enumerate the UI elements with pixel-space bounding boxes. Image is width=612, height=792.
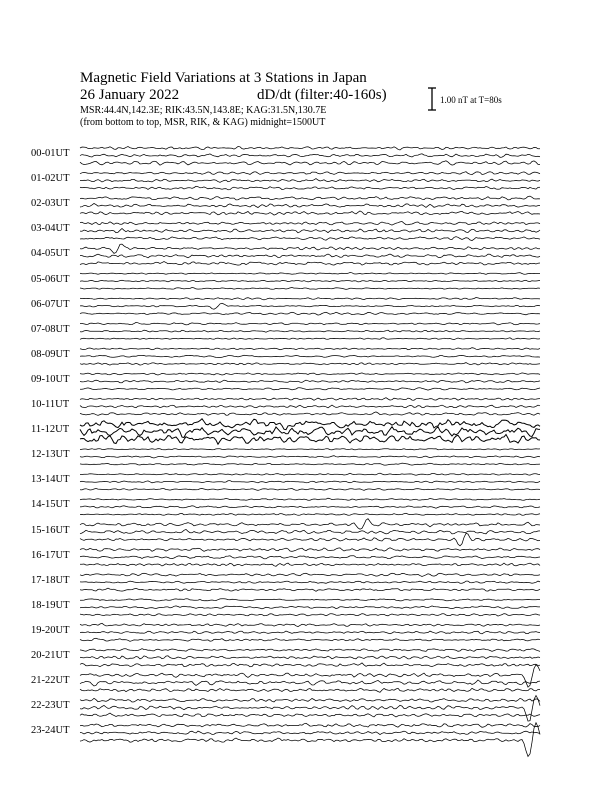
trace-kag-hour-9 bbox=[80, 373, 540, 375]
trace-msr-hour-23 bbox=[80, 723, 540, 757]
hour-label: 14-15UT bbox=[31, 499, 70, 511]
hour-label: 09-10UT bbox=[31, 373, 70, 385]
station-coordinates: MSR:44.4N,142.3E; RIK:43.5N,143.8E; KAG:31.5N,130.7E bbox=[80, 105, 327, 116]
trace-msr-hour-10 bbox=[80, 412, 540, 416]
trace-kag-hour-8 bbox=[80, 348, 540, 350]
trace-rik-hour-10 bbox=[80, 405, 540, 408]
trace-rik-hour-6 bbox=[80, 303, 540, 309]
hour-label: 08-09UT bbox=[31, 348, 70, 360]
trace-msr-hour-7 bbox=[80, 338, 540, 340]
trace-msr-hour-21 bbox=[80, 688, 540, 692]
trace-rik-hour-5 bbox=[80, 280, 540, 282]
hour-label: 07-08UT bbox=[31, 323, 70, 335]
trace-msr-hour-22 bbox=[80, 713, 540, 717]
trace-rik-hour-7 bbox=[80, 330, 540, 332]
hour-label: 11-12UT bbox=[31, 424, 70, 436]
trace-msr-hour-14 bbox=[80, 513, 540, 515]
hour-label: 21-22UT bbox=[31, 675, 70, 687]
trace-kag-hour-3 bbox=[80, 222, 540, 226]
trace-rik-hour-8 bbox=[80, 355, 540, 357]
trace-rik-hour-13 bbox=[80, 481, 540, 483]
trace-kag-hour-6 bbox=[80, 298, 540, 300]
trace-msr-hour-9 bbox=[80, 388, 540, 390]
hour-label: 16-17UT bbox=[31, 549, 70, 561]
trace-msr-hour-4 bbox=[80, 262, 540, 266]
hour-label: 05-06UT bbox=[31, 273, 70, 285]
trace-rik-hour-17 bbox=[80, 581, 540, 583]
trace-msr-hour-19 bbox=[80, 638, 540, 641]
trace-kag-hour-2 bbox=[80, 196, 540, 200]
trace-rik-hour-23 bbox=[80, 731, 540, 735]
trace-rik-hour-14 bbox=[80, 506, 540, 508]
trace-msr-hour-2 bbox=[80, 211, 540, 215]
trace-rik-hour-4 bbox=[80, 254, 540, 258]
trace-msr-hour-0 bbox=[80, 161, 540, 165]
trace-msr-hour-3 bbox=[80, 237, 540, 241]
trace-msr-hour-8 bbox=[80, 363, 540, 366]
filter-label: dD/dt (filter:40-160s) bbox=[257, 87, 387, 103]
trace-rik-hour-22 bbox=[80, 696, 540, 722]
trace-rik-hour-20 bbox=[80, 656, 540, 659]
trace-kag-hour-13 bbox=[80, 473, 540, 475]
scale-label: 1.00 nT at T=80s bbox=[440, 95, 502, 105]
trace-rik-hour-12 bbox=[80, 456, 540, 458]
hour-label: 10-11UT bbox=[31, 399, 70, 410]
trace-kag-hour-15 bbox=[80, 519, 540, 530]
trace-msr-hour-11 bbox=[80, 435, 540, 445]
hour-label: 22-23UT bbox=[31, 700, 70, 712]
hour-label: 03-04UT bbox=[31, 223, 70, 235]
hour-label: 06-07UT bbox=[31, 298, 70, 310]
trace-kag-hour-7 bbox=[80, 322, 540, 325]
trace-kag-hour-14 bbox=[80, 498, 540, 500]
hour-label: 20-21UT bbox=[31, 650, 70, 661]
trace-rik-hour-1 bbox=[80, 179, 540, 183]
stack-order-note: (from bottom to top, MSR, RIK, & KAG) midnight=1500UT bbox=[80, 117, 326, 128]
trace-msr-hour-18 bbox=[80, 614, 540, 617]
trace-rik-hour-18 bbox=[80, 606, 540, 609]
hour-label: 23-24UT bbox=[31, 725, 70, 737]
hour-label: 15-16UT bbox=[31, 524, 70, 536]
trace-msr-hour-13 bbox=[80, 489, 540, 491]
trace-kag-hour-20 bbox=[80, 649, 540, 652]
trace-rik-hour-15 bbox=[80, 529, 540, 534]
trace-kag-hour-18 bbox=[80, 599, 540, 601]
hour-label: 13-14UT bbox=[31, 474, 70, 486]
trace-msr-hour-5 bbox=[80, 288, 540, 290]
trace-kag-hour-16 bbox=[80, 548, 540, 552]
trace-kag-hour-5 bbox=[80, 273, 540, 275]
hour-label: 18-19UT bbox=[31, 599, 70, 611]
trace-msr-hour-1 bbox=[80, 186, 540, 190]
trace-kag-hour-4 bbox=[80, 244, 540, 253]
trace-rik-hour-19 bbox=[80, 631, 540, 634]
trace-kag-hour-23 bbox=[80, 723, 540, 727]
trace-kag-hour-22 bbox=[80, 698, 540, 702]
trace-kag-hour-10 bbox=[80, 398, 540, 401]
trace-msr-hour-20 bbox=[80, 663, 540, 667]
trace-msr-hour-12 bbox=[80, 463, 540, 465]
hour-label: 19-20UT bbox=[31, 624, 70, 636]
trace-rik-hour-16 bbox=[80, 556, 540, 559]
trace-rik-hour-0 bbox=[80, 154, 540, 158]
trace-kag-hour-11 bbox=[80, 419, 540, 430]
trace-kag-hour-12 bbox=[80, 449, 540, 450]
trace-kag-hour-0 bbox=[80, 147, 540, 151]
trace-msr-hour-6 bbox=[80, 312, 540, 315]
hour-label: 12-13UT bbox=[31, 449, 70, 461]
trace-msr-hour-16 bbox=[80, 563, 540, 566]
trace-rik-hour-3 bbox=[80, 229, 540, 233]
chart-date: 26 January 2022 bbox=[80, 87, 180, 103]
hour-label: 01-02UT bbox=[31, 173, 70, 185]
trace-rik-hour-11 bbox=[80, 427, 540, 438]
hour-label: 00-01UT bbox=[31, 148, 70, 159]
trace-msr-hour-17 bbox=[80, 588, 540, 591]
trace-rik-hour-9 bbox=[80, 380, 540, 383]
trace-kag-hour-1 bbox=[80, 172, 540, 175]
hour-label: 04-05UT bbox=[31, 248, 70, 260]
trace-kag-hour-19 bbox=[80, 623, 540, 626]
hour-label: 02-03UT bbox=[31, 198, 70, 210]
trace-msr-hour-15 bbox=[80, 533, 540, 546]
trace-kag-hour-17 bbox=[80, 573, 540, 576]
trace-rik-hour-21 bbox=[80, 680, 540, 686]
trace-rik-hour-2 bbox=[80, 204, 540, 208]
hour-label: 17-18UT bbox=[31, 574, 70, 586]
chart-title: Magnetic Field Variations at 3 Stations in Japan bbox=[80, 70, 367, 86]
